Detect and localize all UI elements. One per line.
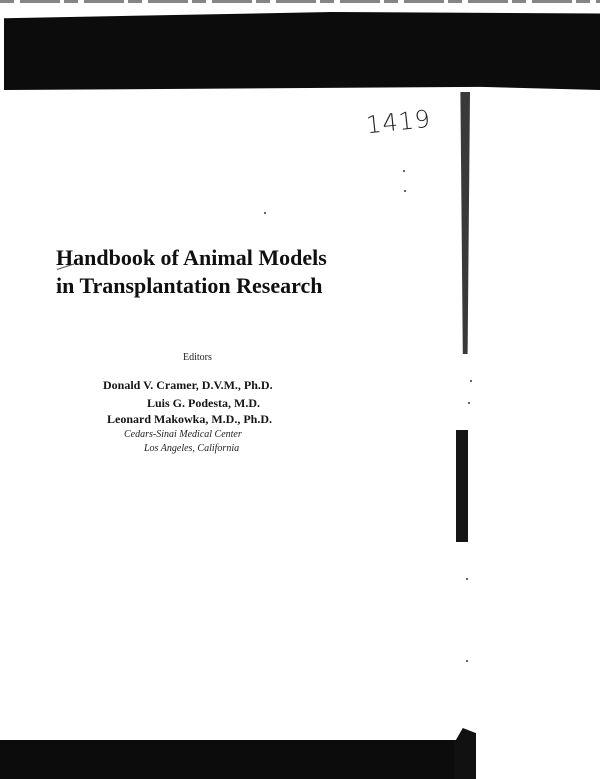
affiliation: Cedars-Sinai Medical Center	[124, 429, 242, 440]
editor-name: Donald V. Cramer, D.V.M., Ph.D.	[103, 378, 273, 392]
scan-speck	[466, 660, 468, 662]
scan-speck	[468, 402, 470, 404]
editor-name: Luis G. Podesta, M.D.	[147, 396, 261, 410]
scan-bottom-shadow-cap	[454, 728, 476, 779]
scan-speck	[264, 212, 266, 214]
scan-top-rule	[0, 0, 600, 3]
scan-speck	[404, 190, 406, 192]
book-title-line-1: Handbook of Animal Models	[56, 245, 327, 270]
scan-speck	[466, 578, 468, 580]
book-title-line-2: in Transplantation Research	[56, 273, 323, 298]
scan-bottom-shadow	[0, 740, 470, 779]
scan-top-shadow	[4, 12, 600, 90]
editor-name: Leonard Makowka, M.D., Ph.D.	[107, 412, 273, 426]
handwritten-note: 1419	[364, 104, 433, 140]
scan-edge-shadow	[456, 430, 468, 542]
scan-speck	[403, 170, 405, 172]
book-title	[56, 244, 327, 300]
scan-speck	[470, 380, 472, 382]
location: Los Angeles, California	[144, 443, 240, 454]
scan-edge-shadow	[458, 92, 470, 354]
editors-label: Editors	[183, 352, 212, 363]
